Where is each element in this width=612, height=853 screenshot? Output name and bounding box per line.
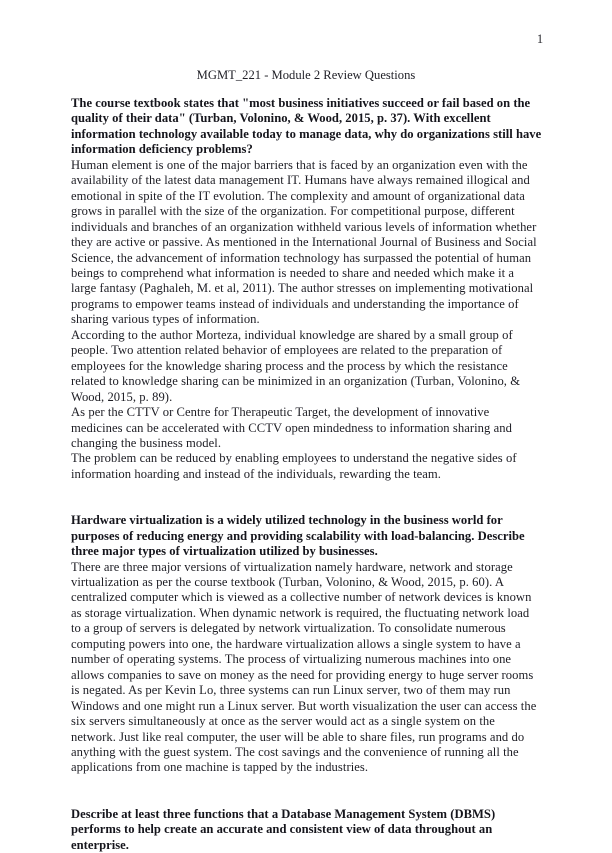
paragraph-gap bbox=[71, 791, 542, 806]
question-1-answer-paragraph-1: Human element is one of the major barriers that is faced by an organization even with the availability of the latest data management IT. Humans have always remained illogical and emotional in spite of the IT evolution. The complexity and amount of organizational data grows in parallel with the size of the organization. For competitional purpose, different individuals and branches of an organization withheld various levels of information whether they are active or passive. As mentioned in the International Journal of Business and Social Science, the advancement of information technology has surpassed the potential of human beings to comprehend what information is needed to share and needed which make it a large fantasy (Paghaleh, M. et al, 2011). The author stresses on implementing motivational programs to empower teams instead of individuals and understanding the importance of sharing various types of information. bbox=[71, 157, 537, 327]
page-number: 1 bbox=[536, 32, 544, 46]
paragraph-gap bbox=[71, 776, 542, 791]
question-3-heading: Describe at least three functions that a Database Management System (DBMS) performs to help create an accurate and consistent view of data throughout an enterprise. bbox=[71, 806, 496, 852]
question-1-heading: The course textbook states that "most business initiatives succeed or fail based on the quality of their data" (Turban, Volonino, & Wood, 2015, p. 37). With excellent information technology available today to manage data, why do organizations still have information deficiency problems? bbox=[71, 96, 542, 157]
question-1-answer-paragraph-3: As per the CTTV or Centre for Therapeutic Target, the development of innovative medicines can be accelerated with CCTV open mindedness to information sharing and changing the business model. bbox=[71, 405, 512, 450]
paragraph-gap bbox=[71, 498, 542, 513]
document-title: MGMT_221 - Module 2 Review Questions bbox=[196, 68, 416, 82]
question-1-answer-paragraph-4: The problem can be reduced by enabling employees to understand the negative sides of information hoarding and instead of the individuals, rewarding the team. bbox=[71, 451, 517, 481]
question-2-heading: Hardware virtualization is a widely utilized technology in the business world for purposes of reducing energy and providing scalability with load-balancing. Describe three major types of virtualization utilized by businesses. bbox=[71, 513, 525, 559]
paragraph-gap bbox=[71, 482, 542, 497]
document-body bbox=[71, 96, 542, 853]
question-1-answer-paragraph-2: According to the author Morteza, individual knowledge are shared by a small group of people. Two attention related behavior of employees are related to the preparation of employees for the knowledge sharing process and the process by which the resistance related to knowledge sharing can be minimized in an organization (Turban, Volonino, & Wood, 2015, p. 89). bbox=[71, 327, 521, 404]
question-2-answer-paragraph-1: There are three major versions of virtualization namely hardware, network and storage virtualization as per the course textbook (Turban, Volonino, & Wood, 2015, p. 60). A centralized computer which is viewed as a collective number of network devices is known as storage virtualization. When dynamic network is required, the fluctuating network load to a group of servers is delegated by network virtualization. To consolidate numerous computing powers into one, the hardware virtualization allows a single system to have a number of operating systems. The process of virtualizing numerous machines into one allows companies to save on money as the need for providing energy to huge server rooms is negated. As per Kevin Lo, three systems can run Linux server, two of them may run Windows and one might run a Linux server. But worth visualization the user can access the six servers simultaneously at once as the server would act as a single system on the network. Just like real computer, the user will be able to share files, run programs and do anything with the guest system. The cost savings and the convenience of running all the applications from one machine is tapped by the industries. bbox=[71, 559, 537, 775]
